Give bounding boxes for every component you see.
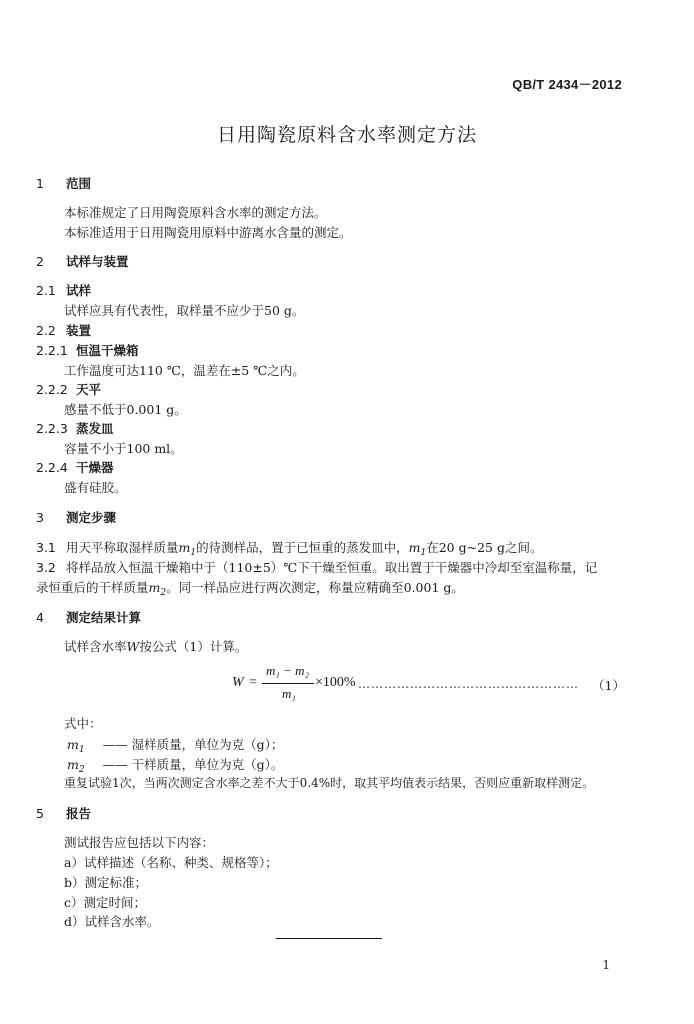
paragraph: 工作温度可达110 ℃，温差在±5 ℃之内。 (64, 363, 305, 378)
section-title: 测定结果计算 (66, 610, 142, 625)
formula-denominator: m₁ (282, 686, 296, 701)
subsection-title: 干燥器 (76, 460, 114, 475)
report-intro: 测试报告应包括以下内容： (64, 835, 215, 850)
subsection-title: 蒸发皿 (76, 421, 114, 436)
subsection-number: 2.2.1 (36, 343, 68, 358)
subsection-2-2-2-heading (36, 380, 101, 398)
step-3-2-continued: 录恒重后的干样质量$m_2$。同一样品应进行两次测定，称量应精确至0.001 g。 (36, 580, 464, 598)
subsection-2-1-heading (36, 281, 91, 299)
document-title: 日用陶瓷原料含水率测定方法 (216, 124, 477, 146)
subsection-title: 装置 (66, 323, 92, 338)
section-title: 测定步骤 (66, 510, 117, 525)
subsection-title: 恒温干燥箱 (76, 343, 139, 358)
formula-lhs: W (232, 675, 244, 690)
section-title: 范围 (66, 176, 92, 191)
section-5-heading (36, 804, 91, 822)
paragraph: 盛有硅胶。 (64, 480, 127, 495)
end-of-document-rule (276, 938, 382, 939)
paragraph: 试样应具有代表性，取样量不应少于50 g。 (64, 303, 305, 318)
where-label: 式中： (64, 716, 102, 731)
fraction-bar (262, 683, 314, 684)
section-title: 试样与装置 (66, 254, 129, 269)
section-number: 3 (36, 510, 44, 525)
variable-m1: $m_1$ —— 湿样质量，单位为克（g）； (67, 737, 284, 755)
report-item: b）测定标准； (64, 875, 148, 890)
standard-code: QB/T 2434－2012 (512, 77, 622, 92)
subsection-title: 试样 (66, 283, 92, 298)
paragraph: 本标准适用于日用陶瓷用原料中游离水含量的测定。 (64, 225, 352, 240)
subsection-2-2-1-heading (36, 341, 139, 359)
variable-m2: $m_2$ —— 干样质量，单位为克（g）。 (67, 757, 284, 775)
section-title: 报告 (66, 806, 92, 821)
subsection-number: 2.2.2 (36, 382, 68, 397)
section-number: 4 (36, 610, 44, 625)
section-2-heading (36, 252, 129, 270)
formula-leader-dots: …………………………………………… (358, 677, 579, 691)
subsection-number: 2.1 (36, 283, 56, 298)
section-3-heading (36, 508, 116, 526)
report-item: d）试样含水率。 (64, 914, 160, 929)
formula-equals: = (249, 675, 257, 690)
subsection-2-2-3-heading (36, 419, 114, 437)
formula-intro: 试样含水率W按公式（1）计算。 (64, 639, 248, 654)
subsection-2-2-4-heading (36, 458, 114, 476)
section-number: 5 (36, 806, 44, 821)
section-number: 2 (36, 254, 44, 269)
subsection-number: 2.2.3 (36, 421, 68, 436)
paragraph: 容量不小于100 ml。 (64, 441, 183, 456)
step-3-1: 3.1 用天平称取湿样质量$m_1$的待测样品，置于已恒重的蒸发皿中，$m_1$在20 g~25 g之间。 (36, 540, 543, 558)
repeat-test-note: 重复试验1次，当两次测定含水率之差不大于0.4%时，取其平均值表示结果，否则应重新取样测定。 (64, 776, 595, 790)
section-1-heading (36, 174, 91, 192)
subsection-number: 2.2.4 (36, 460, 68, 475)
subsection-number: 2.2 (36, 323, 56, 338)
equation-number: （1） (592, 678, 625, 693)
report-item: a）试样描述（名称、种类、规格等）； (64, 855, 278, 870)
section-4-heading (36, 608, 141, 626)
report-item: c）测定时间； (64, 895, 147, 910)
step-number: 3.1 (36, 540, 56, 555)
step-3-2: 3.2 将样品放入恒温干燥箱中于（110±5）℃下干燥至恒重。取出置于干燥器中冷却至室温称量，记 (36, 560, 598, 575)
section-number: 1 (36, 176, 44, 191)
page-number: 1 (602, 958, 610, 972)
subsection-title: 天平 (76, 382, 102, 397)
step-number: 3.2 (36, 560, 56, 575)
formula-times-percent: ×100% (315, 675, 356, 690)
subsection-2-2-heading (36, 321, 91, 339)
paragraph: 本标准规定了日用陶瓷原料含水率的测定方法。 (64, 205, 327, 220)
paragraph: 感量不低于0.001 g。 (64, 402, 187, 417)
formula-numerator: m₁ − m₂ (266, 663, 310, 678)
